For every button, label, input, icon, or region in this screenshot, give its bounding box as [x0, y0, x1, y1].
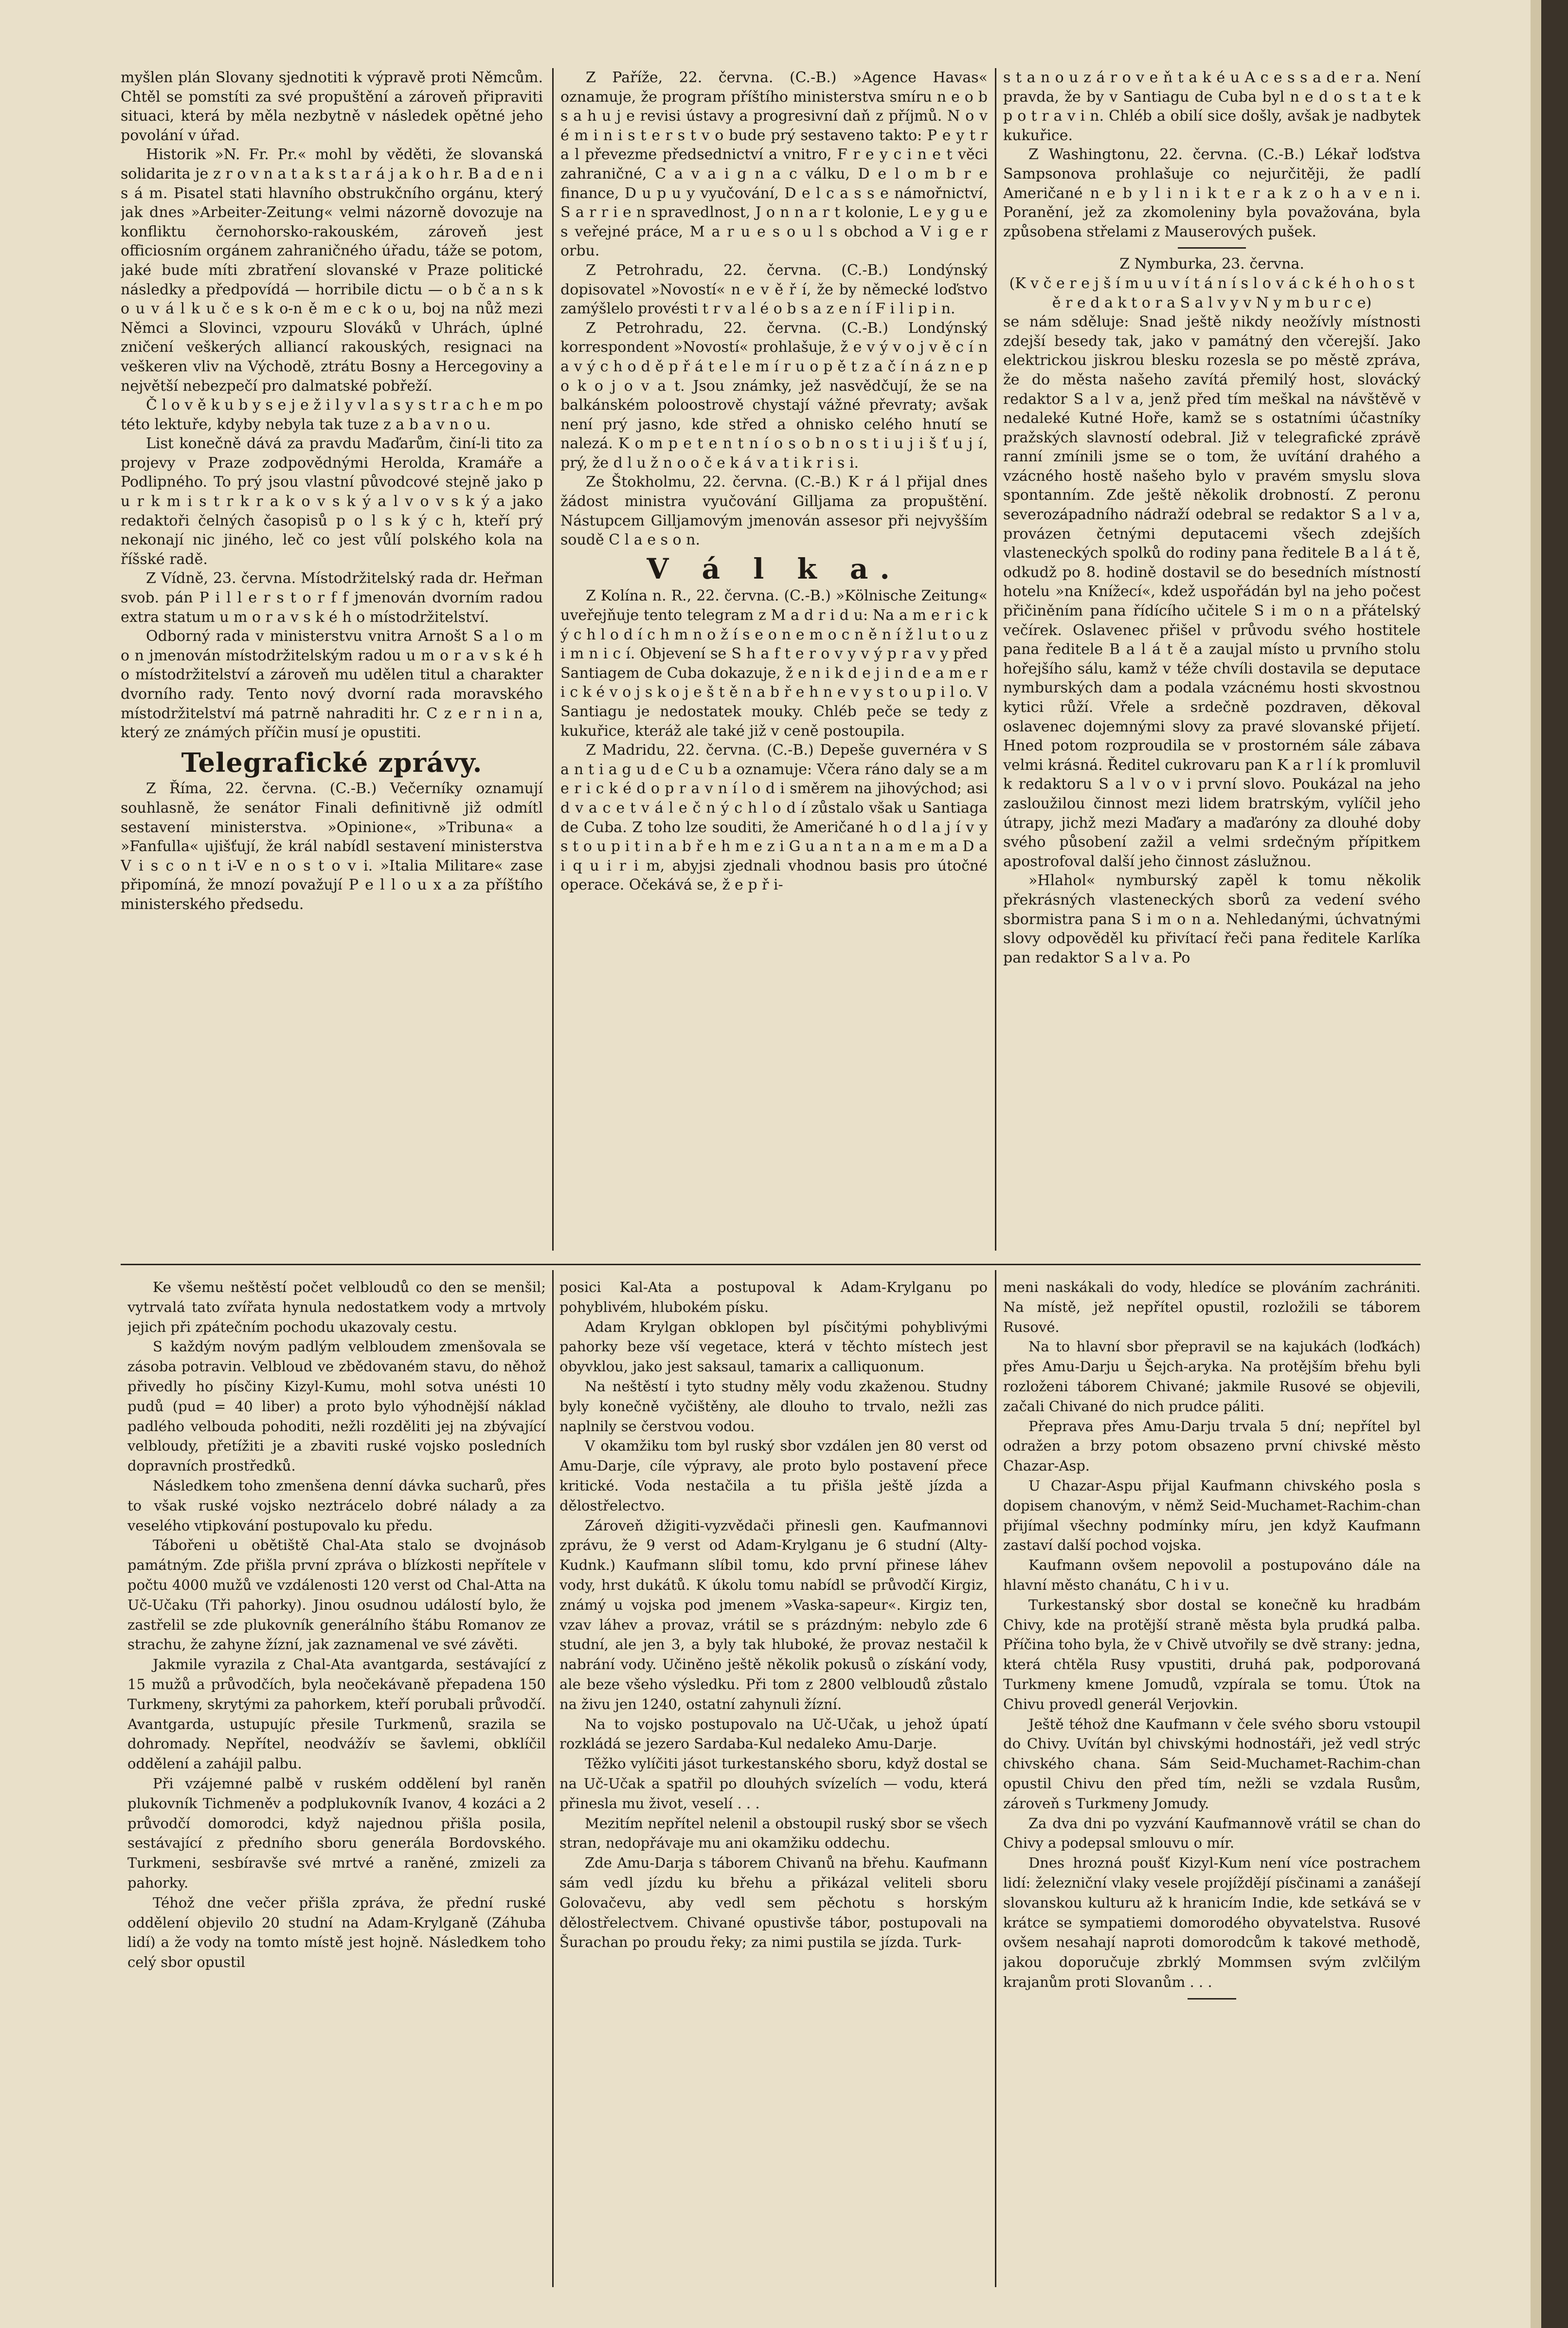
paragraph: s t a n o u z á r o v e ň t a k é u A c e s s a d e r a. Není pravda, že by v Santiagu de Cuba byl n e d o s t a t e k p o t r a v i n. Chléb a obilí sice došly, avšak je nadbytek kukuřice. — [1003, 69, 1421, 144]
paragraph: Těžko vylíčiti jásot turkestanského sboru, když dostal se na Uč-Učak a spatřil po dlouhých svízelích — vodu, která přinesla mu život, veselí . . . — [559, 1755, 988, 1812]
paragraph: Tábořeni u obětiště Chal-Ata stalo se dvojnásob památným. Zde přišla první zpráva o blízkosti nepřítele v počtu 4000 mužů ve vzdálenosti 120 verst od Chal-Atta na Uč-Učaku (Tři pahorky). Jinou osudnou událostí bylo, že zastřelil se zde plukovník generálního štábu Romanov ze strachu, že zahyne žízní, jak zaznamenal ve své závěti. — [127, 1537, 546, 1653]
paragraph: Na to hlavní sbor přepravil se na kajukách (loďkách) přes Amu-Darju u Šejch-aryka. Na protějším břehu byli rozloženi táborem Chivané; jakmile Rusové se objevili, začali Chivané do nich prudce páliti. — [1003, 1338, 1421, 1415]
paragraph: S každým novým padlým velbloudem zmenšovala se zásoba potravin. Velbloud ve zbědovaném stavu, do něhož přivedly ho písčiny Kizyl-Kumu, mohl sotva unésti 10 pudů (pud = 40 liber) a proto bylo výhodnější náklad padlého velbouda pohoditi, nežli rozděliti jej na zbývající velbloudy, přetížiti je a zbaviti ruské vojsko posledních dopravních prostředků. — [127, 1338, 546, 1474]
news-item-paris: Z Paříže, 22. června. (C.-B.) »Agence Havas« oznamuje, že program příštího ministerstva smíru n e o b s a h u j e revisi ústavy a progresivní daň z příjmů. N o v é m i n i s t e r s t v o bude prý sestaveno takto: P e y t r a l převezme předsednictví a vnitro, F r e y c i n e t věci zahraničné, C a v a i g n a c válku, D e l o m b r e finance, D u p u y vyučování, D e l c a s s e námořnictví, S a r r i e n spravedlnost, J o n n a r t kolonie, L e y g u e s veřejné práce, M a r u e s o u l s obchod a V i g e r orbu. — [560, 69, 988, 260]
bottom-column-3 — [1003, 1277, 1421, 2287]
paragraph: V okamžiku tom byl ruský sbor vzdálen jen 80 verst od Amu-Darje, cíle výpravy, ale proto bylo postavení přece kritické. Voda nestačila a tu přišla ještě jízda a dělostřelectvo. — [559, 1437, 988, 1514]
top-column-3 — [1003, 68, 1421, 1251]
paragraph: se nám sděluje: Snad ještě nikdy neožívly místnosti zdejší besedy tak, jako v památný den včerejší. Jako elektrickou jiskrou blesku rozesla se po městě zpráva, že do města našeho zavítá přemilý host, slovácký redaktor S a l v a, jenž před tím meškal na návštěvě v nedaleké Kutné Hoře, kamž se s ostatními účastníky pražských slavností odebral. Již v telegrafické zprávě ranní zmínili jsme se o tom, že uvítání drahého a vzácného hostě našeho bylo v pravém smyslu slova spontanním. Zde ještě několik drobností. Z peronu severozápadního nádraží odebral se redaktor S a l v a, provázen četnými deputacemi všech zdejších vlasteneckých spolků do rodiny pana ředitele B a l á t ě, odkudž po 8. hodině dostavil se do besedních místností hotelu »na Knížecí«, kdež uspořádán byl na jeho počest přičiněním pana řídícího učitele S i m o n a přátelský večírek. Oslavenec přišel v průvodu svého hostitele pana ředitele B a l á t ě a zaujal místo u prvního stolu hořejšího sálu, kamž v téže chvíli dostavila se deputace nymburských dam a podala vzácnému hosti skvostnou kytici růží. Vřele a srdečně pozdraven, děkoval oslavenec dojemnými slovy za pravé slovanské přijetí. Hned potom rozproudila se v prostorném sále zábava velmi krásná. Ředitel cukrovaru pan K a r l í k promluvil k redaktoru S a l v o v i první slovo. Poukázal na jeho zasloužilou činnost mezi lidem bratrským, vylíčil jeho útrapy, jichž mezi Maďary a maďaróny za dlouhé doby svého působení zažil a velmi srdečným přípitkem apostrofoval další jeho činnost záslužnou. — [1003, 313, 1421, 870]
top-column-1 — [121, 68, 543, 1251]
section-heading-valka: V á l k a. — [647, 552, 901, 585]
paragraph: Následkem toho zmenšena denní dávka sucharů, přes to však ruské vojsko neztrácelo dobré nálady a za veselého vtipkování postupovalo ku předu. — [127, 1477, 546, 1534]
section-divider — [121, 1264, 1421, 1265]
paragraph: Adam Krylgan obklopen byl písčitými pohyblivými pahorky beze vší vegetace, která v těchto místech jest obyvklou, jako jest saksaul, tamarix a calliquonum. — [559, 1318, 988, 1375]
news-item-rome: Z Říma, 22. června. (C.-B.) Večerníky oznamují souhlasně, že senátor Finali definitivně již odmítl sestavení ministerstva. »Opinione«, »Tribuna« a »Fanfulla« ujišťují, že král nabídl sestavení ministerstva V i s c o n t i-V e n o s t o v i. »Italia Militare« zase připomíná, že mnozí považují P e l l o u x a za příštího ministerského předsedu. — [121, 780, 543, 913]
separator-line — [1178, 247, 1246, 249]
subheading-note: (K v č e r e j š í m u u v í t á n í s l o v á c k é h o h o s t ě r e d a k t o r a S a l v y v N y m b u r c e) — [1009, 274, 1415, 311]
paragraph: Na to vojsko postupovalo na Uč-Učak, u jehož úpatí rozkládá se jezero Sardaba-Kul nedaleko Amu-Darje. — [559, 1715, 988, 1752]
news-item-stockholm: Ze Štokholmu, 22. června. (C.-B.) K r á l přijal dnes žádost ministra vyučování Gilljama za propuštění. Nástupcem Gilljamovým jmenován assesor při nejvyšším soudě C l a e s o n. — [560, 473, 988, 549]
column-divider — [552, 1270, 554, 2287]
news-item-washington: Z Washingtonu, 22. června. (C.-B.) Lékař loďstva Sampsonova prohlašuje co nejurčitěji, že padlí Američané n e b y l i n i k t e r a k z o h a v e n i. Poranění, jež za zkomoleniny byla považována, byla způsobena střelami z Mauserových pušek. — [1003, 146, 1421, 240]
paragraph: Historik »N. Fr. Pr.« mohl by věděti, že slovanská solidarita je z r o v n a t a k s t a r á j a k o h r. B a d e n i s á m. Pisatel stati hlavního obstrukčního orgánu, který jak dnes »Arbeiter-Zeitung« velmi názorně dovozuje na konfliktu černohorsko-rakouském, zároveň jest officiosním orgánem zahraničného úřadu, táže se potom, jaké bude míti zbratření slovanské v Praze politické následky a předpovídá — horribile dictu — o b č a n s k o u v á l k u č e s k o-n ě m e c k o u, boj na nůž mezi Němci a Slovinci, vzpouru Slováků v Uhrách, úplné zničení veškerých alliancí rakouských, resignaci na veškeren vliv na Východě, ztrátu Bosny a Hercegoviny a největší nebezpečí pro dalmatské pobřeží. — [121, 146, 543, 395]
paragraph: Jakmile vyrazila z Chal-Ata avantgarda, sestávající z 15 mužů a průvodčích, byla neočekávaně přepadena 150 Turkmeny, skrytými za pahorkem, kteří porubali průvodčí. Avantgarda, ustupujíc přesile Turkmenů, srazila se dohromady. Nepřítel, neodvážív se šavlemi, obklíčil oddělení a zahájil palbu. — [127, 1656, 546, 1772]
paragraph: Přeprava přes Amu-Darju trvala 5 dní; nepřítel byl odražen a brzy potom obsazeno první chivské město Chazar-Asp. — [1003, 1418, 1421, 1474]
paragraph: Ke všemu neštěstí počet velbloudů co den se menšil; vytrvalá tato zvířata hynula nedostatkem vody a mrtvoly jejich při zpátečním pochodu ukazovaly cestu. — [127, 1279, 546, 1335]
paragraph: Při vzájemné palbě v ruském oddělení byl raněn plukovník Tichmeněv a podplukovník Ivanov, 4 kozáci a 2 průvodčí domorodci, když najednou přišla posila, sestávající z předního sboru generála Bordovského. Turkmeni, sesbíravše své mrtvé a raněné, zmizeli za pahorky. — [127, 1775, 546, 1891]
paragraph: posici Kal-Ata a postupoval k Adam-Krylganu po pohyblivém, hlubokém písku. — [559, 1279, 988, 1315]
page-edge-dark — [1541, 0, 1568, 2328]
end-mark — [1188, 1998, 1236, 2000]
bottom-column-2 — [559, 1277, 988, 2287]
subheading-nymburk: Z Nymburka, 23. června. — [1119, 255, 1304, 273]
paragraph: Zároveň džigiti-vyzvědači přinesli gen. Kaufmannovi zprávu, že 9 verst od Adam-Krylganu je 6 studní (Alty-Kudnk.) Kaufmann slíbil tomu, kdo první přinese láhev vody, hrst dukátů. K úkolu tomu nabídl se průvodčí Kirgiz, známý u vojska pod jmenem »Vaska-sapeur«. Kirgiz ten, vzav láhev a provaz, vrátil se s prázdným: nebylo zde 6 studní, ale jen 3, a byly tak hluboké, že provaz nestačil k nabrání vody. Učiněno ještě několik pokusů o získání vody, ale beze všeho výsledku. Při tom z 2800 velbloudů zůstalo na živu jen 1240, ostatní zahynuli žízní. — [559, 1517, 988, 1712]
page-edge-light — [1531, 0, 1541, 2328]
column-divider — [995, 68, 996, 1251]
paragraph: List konečně dává za pravdu Maďarům, činí-li tito za projevy v Praze zodpovědnými Herolda, Kramáře a Podlipného. To prý jsou vlastní původcové stejně jako p u r k m i s t r k r a k o v s k ý a l v o v s k ý a jako redaktoři čelných časopisů p o l s k ý c h, kteří prý nekonají nic jiného, leč co jest vůlí polského kola na říšské radě. — [121, 435, 543, 568]
bottom-column-1 — [127, 1277, 546, 2287]
column-divider — [552, 68, 554, 1251]
paragraph: Turkestanský sbor dostal se konečně ku hradbám Chivy, kde na protější straně města byla prudká palba. Příčina toho byla, že v Chivě utvořily se dvě strany: jedna, která chtěla Rusy vpustiti, druhá pak, podporovaná Turkmeny kmene Jomudů, vzpírala se tomu. Útok na Chivu provedl generál Verjovkin. — [1003, 1596, 1421, 1712]
paragraph: Ještě téhož dne Kaufmann v čele svého sboru vstoupil do Chivy. Uvítán byl chivskými hodnostáři, jež vedl strýc chivského chana. Sám Seid-Muchamet-Rachim-chan opustil Chivu den před tím, nežli se vzdala Rusům, zároveň s Turkmeny Jomudy. — [1003, 1715, 1421, 1812]
paragraph: U Chazar-Aspu přijal Kaufmann chivského posla s dopisem chanovým, v němž Seid-Muchamet-Rachim-chan přijímal všechny podmínky míru, jen když Kaufmann zastaví další pochod vojska. — [1003, 1477, 1421, 1554]
paragraph: Zde Amu-Darja s táborem Chivanů na břehu. Kaufmann sám vedl jízdu ku břehu a přikázal veliteli sboru Golovačevu, aby vedl sem pěchotu s horským dělostřelectvem. Chivané opustivše tábor, postupovali na Šurachan po proudu řeky; za nimi pustila se jízda. Turk- — [559, 1855, 988, 1951]
paragraph: Dnes hrozná poušť Kizyl-Kum není více postrachem lidí: železniční vlaky vesele projíždějí písčinami a zanášejí slovanskou kulturu až k hranicím Indie, kde setkává se v krátce se sympatiemi domorodého obyvatelstva. Rusové ovšem nesahají naproti domorodcům k takové methodě, jakou doporučuje zbrklý Mommsen svým zvlčilým krajanům proti Slovanům . . . — [1003, 1855, 1421, 1990]
news-item-madrid: Z Madridu, 22. června. (C.-B.) Depeše guvernéra v S a n t i a g u d e C u b a oznamuje: Včera ráno daly se a m e r i c k é d o p r a v n í l o d i směrem na jihovýchod; asi d v a c e t v á l e č n ý c h l o d í zůstalo však u Santiaga de Cuba. Z toho lze souditi, že Američané h o d l a j í v y s t o u p i t i n a b ř e h m e z i G u a n t a n a m e m a D a i q u i r i m, abyjsi zjednali vhodnou basis pro útočné operace. Očekává se, ž e p ř i- — [560, 742, 988, 894]
news-item-petrograd-1: Z Petrohradu, 22. června. (C.-B.) Londýnský dopisovatel »Novostí« n e v ě ř í, že by německé loďstvo zamýšlelo provésti t r v a l é o b s a z e n í F i l i p i n. — [560, 261, 988, 318]
paragraph: Odborný rada v ministerstvu vnitra Arnošt S a l o m o n jmenován místodržitelským radou u m o r a v s k é h o místodržitelství a zároveň mu udělen titul a charakter dvorního rady. Tento nový dvorní rada moravského místodržitelství má patrně nahraditi hr. C z e r n i n a, který ze známých příčin musí je opustiti. — [121, 628, 543, 742]
paragraph: Na neštěstí i tyto studny měly vodu zkaženou. Studny byly konečně vyčištěny, ale dlouho to trvalo, nežli zas naplnily se čerstvou vodou. — [559, 1378, 988, 1435]
top-column-2 — [560, 68, 988, 1251]
paragraph: myšlen plán Slovany sjednotiti k výpravě proti Němcům. Chtěl se pomstíti za své propuštění a zároveň připraviti situaci, která by měla nezbytně v následek opětné jeho povolání v úřad. — [121, 69, 543, 144]
paragraph: »Hlahol« nymburský zapěl k tomu několik překrásných vlasteneckých sborů za vedení svého sbormistra pana S i m o n a. Nehledanými, úchvatnými slovy odpověděl ku přivítací řeči pana ředitele Karlíka pan redaktor S a l v a. Po — [1003, 872, 1421, 966]
paragraph: Č l o v ě k u b y s e j e ž i l y v l a s y s t r a c h e m po této lektuře, kdyby nebyla tak tuze z a b a v n o u. — [121, 397, 543, 433]
news-item-petrograd-2: Z Petrohradu, 22. června. (C.-B.) Londýnský korrespondent »Novostí« prohlašuje, ž e v ý v o j v ě c í n a v ý c h o d ě p ř á t e l e m í r u o p ě t z a č í n á z n e p o k o j o v a t. Jsou známky, jež nasvědčují, že se na balkánském poloostrově chystají vážné převraty; avšak není prý jasno, kde střed a ohnisko celého hnutí se nalezá. K o m p e t e n t n í o s o b n o s t i u j i š ť u j í, prý, že d l u ž n o o č e k á v a t i k r i s i. — [560, 319, 988, 472]
paragraph: Mezitím nepřítel nelenil a obstoupil ruský sbor se všech stran, nedopřávaje mu ani okamžiku oddechu. — [559, 1815, 988, 1852]
paragraph: Téhož dne večer přišla zpráva, že přední ruské oddělení objevilo 20 studní na Adam-Krylganě (Záhuba lidí) a že vody na tomto místě jest hojně. Následkem toho celý sbor opustil — [127, 1894, 546, 1971]
paragraph: Kaufmann ovšem nepovolil a postupováno dále na hlavní město chanátu, C h i v u. — [1003, 1557, 1421, 1593]
news-item-cologne: Z Kolína n. R., 22. června. (C.-B.) »Kölnische Zeitung« uveřejňuje tento telegram z M a d r i d u: Na a m e r i c k ý c h l o d í c h m n o ž í s e o n e m o c n ě n í ž l u t o u z i m n i c í. Objevení se S h a f t e r o v y v ý p r a v y před Santiagem de Cuba dokazuje, ž e n i k d e j i n d e a m e r i c k é v o j s k o j e š t ě n a b ř e h n e v y s t o u p i l o. V Santiagu je nedostatek mouky. Chléb peče se tedy z kukuřice, kteráž ale také již v ceně postoupila. — [560, 587, 988, 740]
column-divider — [995, 1270, 996, 2287]
section-heading-telegraf: Telegrafické zprávy. — [181, 746, 483, 778]
news-item-vienna: Z Vídně, 23. června. Místodržitelský rada dr. Heřman svob. pán P i l l e r s t o r f f jmenován dvorním radou extra statum u m o r a v s k é h o místodržitelství. — [121, 570, 543, 626]
paragraph: meni naskákali do vody, hledíce se plováním zachrániti. Na místě, jež nepřítel opustil, rozložili se táborem Rusové. — [1003, 1279, 1421, 1335]
paragraph: Za dva dni po vyzvání Kaufmannově vrátil se chan do Chivy a podepsal smlouvu o mír. — [1003, 1815, 1421, 1852]
